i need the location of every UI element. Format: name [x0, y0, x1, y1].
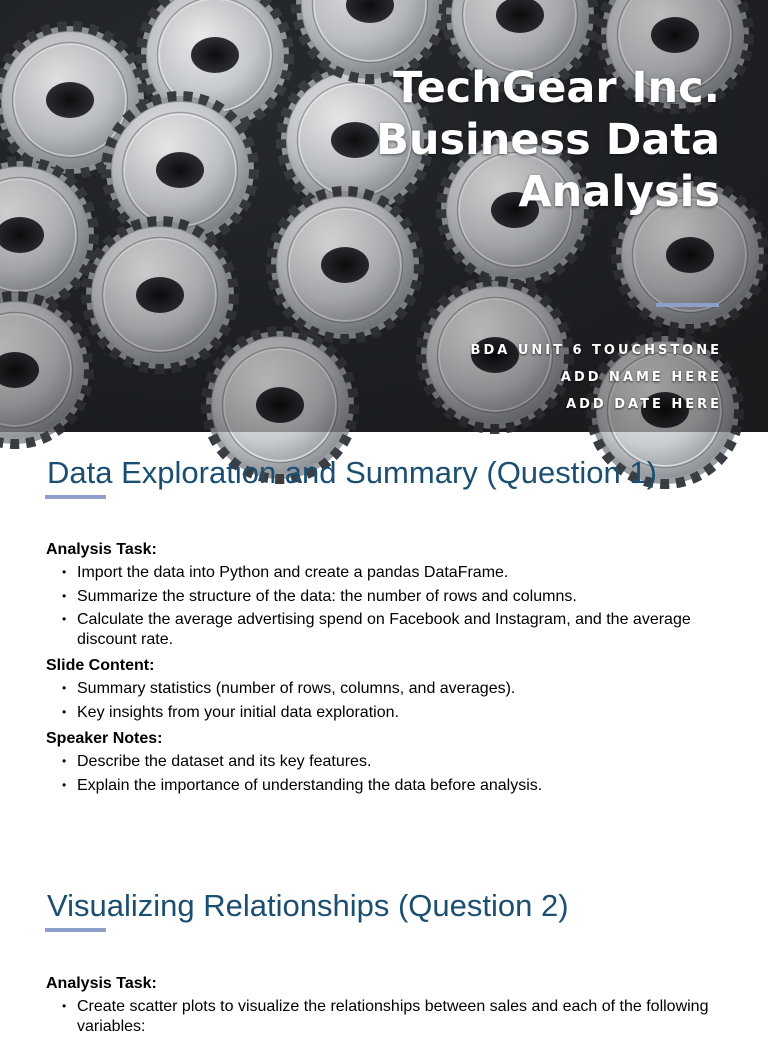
- section-body: [46, 540, 726, 802]
- list-item-text: Import the data into Python and create a pandas DataFrame.: [77, 564, 509, 581]
- group-label-analysis-task: Analysis Task:: [46, 541, 157, 558]
- bullet-list: [46, 752, 726, 795]
- bullet-list: [46, 997, 726, 1036]
- title-line: Business Data: [376, 115, 720, 165]
- group-label-slide-content: Slide Content:: [46, 657, 155, 674]
- bullet-icon: •: [62, 704, 67, 719]
- bullet-icon: •: [62, 612, 67, 626]
- title-slide: [0, 0, 768, 432]
- bullet-list: [46, 563, 726, 649]
- bullet-icon: •: [62, 999, 67, 1013]
- list-item: [46, 703, 726, 723]
- list-item-text: Key insights from your initial data exploration.: [77, 703, 399, 721]
- list-item: [46, 752, 726, 772]
- group-label-analysis-task: Analysis Task:: [46, 975, 157, 992]
- section-body: [46, 974, 726, 1043]
- bullet-icon: •: [62, 754, 67, 768]
- list-item-text: Explain the importance of understanding the data before analysis.: [77, 776, 543, 794]
- bullet-icon: •: [62, 681, 67, 695]
- bullet-list: [46, 679, 726, 722]
- bullet-icon: •: [62, 565, 67, 579]
- title-line: Analysis: [518, 167, 720, 217]
- list-item: [46, 587, 726, 607]
- list-item: [46, 776, 726, 796]
- section-accent-rule: [45, 928, 106, 932]
- section-accent-rule: [45, 495, 106, 499]
- list-item-text: Summary statistics (number of rows, columns, and averages).: [77, 680, 516, 697]
- subtitle-unit: BDA UNIT 6 TOUCHSTONE: [470, 343, 722, 358]
- list-item-text: Summarize the structure of the data: the number of rows and columns.: [77, 587, 577, 605]
- bullet-icon: •: [62, 777, 67, 792]
- list-item-text: Create scatter plots to visualize the relationships between sales and each of the following variables:: [77, 998, 709, 1035]
- title-line: TechGear Inc.: [393, 63, 720, 113]
- section-title: Data Exploration and Summary (Question 1): [47, 455, 657, 490]
- presentation-subtitle: [471, 337, 722, 418]
- list-item: [46, 997, 726, 1036]
- list-item: [46, 610, 726, 649]
- subtitle-date: ADD DATE HERE: [566, 397, 722, 412]
- list-item-text: Calculate the average advertising spend on Facebook and Instagram, and the average discount rate.: [77, 611, 691, 648]
- list-item-text: Describe the dataset and its key features.: [77, 753, 372, 770]
- subtitle-name: ADD NAME HERE: [560, 370, 722, 385]
- list-item: [46, 563, 726, 583]
- title-accent-rule: [656, 303, 719, 307]
- section-title: Visualizing Relationships (Question 2): [47, 888, 569, 923]
- group-label-speaker-notes: Speaker Notes:: [46, 730, 163, 747]
- presentation-title: [300, 62, 720, 218]
- bullet-icon: •: [62, 588, 67, 603]
- list-item: [46, 679, 726, 699]
